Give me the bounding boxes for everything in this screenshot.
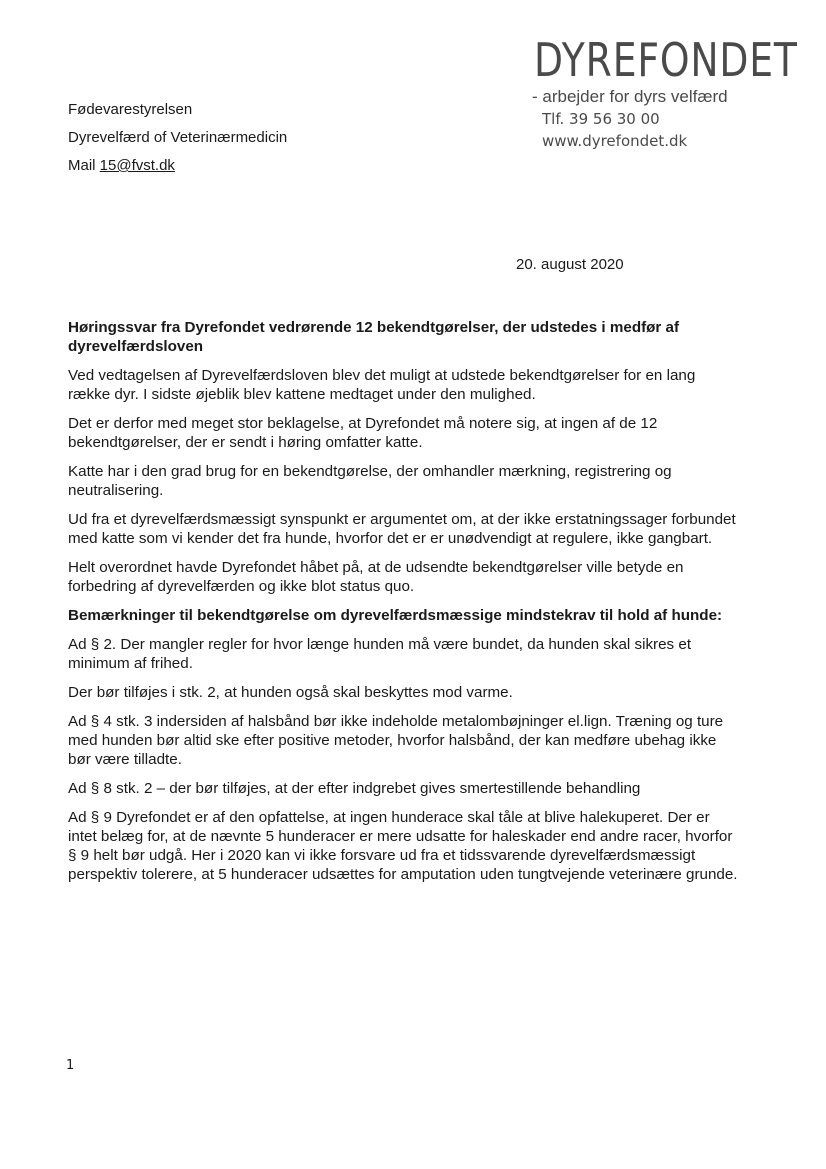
letterhead-website: www.dyrefondet.dk	[542, 132, 688, 150]
letterhead-phone: Tlf. 39 56 30 00	[542, 110, 660, 128]
recipient-address	[68, 96, 287, 180]
remark-paragraph: Ad § 2. Der mangler regler for hvor længe hunden må være bundet, da hunden skal sikres et minimum af frihed.	[68, 636, 692, 672]
paragraph: Katte har i den grad brug for en bekendtgørelse, der omhandler mærkning, registrering og neutralisering.	[68, 463, 672, 499]
dyrefondet-logo: DYREFONDET	[534, 33, 798, 87]
remark-paragraph: Der bør tilføjes i stk. 2, at hunden også skal beskyttes mod varme.	[68, 684, 513, 701]
remark-paragraph: Ad § 8 stk. 2 – der bør tilføjes, at der efter indgrebet gives smertestillende behandling	[68, 780, 641, 797]
paragraph: Ud fra et dyrevelfærdsmæssigt synspunkt er argumentet om, at der ikke erstatningssager forbundet med katte som vi kender det fra hunde, hvorfor det er er unødvendigt at regulere, ikke gangbart.	[68, 511, 736, 547]
page-number: 1	[66, 1058, 75, 1073]
mail-label: Mail	[68, 157, 100, 174]
paragraph: Ved vedtagelsen af Dyrevelfærdsloven blev det muligt at udstede bekendtgørelser for en lang række dyr. I sidste øjeblik blev kattene medtaget under den mulighed.	[68, 367, 696, 403]
remark-paragraph: Ad § 9 Dyrefondet er af den opfattelse, at ingen hunderace skal tåle at blive halekuperet. Der er intet belæg for, at de nævnte 5 hunderacer er mere udsatte for haleskader end andre racer, hvorfor § 9 helt bør udgå. Her i 2020 kan vi ikke forsvare ud fra et tidssvarende dyrevelfærdsmæssigt perspektiv tolerere, at 5 hunderacer udsættes for amputation uden tungtvejende veterinære grunde.	[68, 809, 738, 883]
recipient-mail	[68, 152, 287, 180]
recipient-department: Dyrevelfærd of Veterinærmedicin	[68, 129, 288, 146]
paragraph: Helt overordnet havde Dyrefondet håbet på, at de udsendte bekendtgørelser ville betyde en forbedring af dyrevelfærden og ikke blot status quo.	[68, 559, 684, 595]
recipient-name: Fødevarestyrelsen	[68, 101, 193, 118]
letter-body	[68, 318, 738, 894]
remarks-heading: Bemærkninger til bekendtgørelse om dyrevelfærdsmæssige mindstekrav til hold af hunde:	[68, 607, 723, 624]
letter-date: 20. august 2020	[516, 256, 624, 273]
letterhead	[532, 33, 798, 152]
letter-heading: Høringssvar fra Dyrefondet vedrørende 12 bekendtgørelser, der udstedes i medfør af dyrevelfærdsloven	[68, 319, 680, 355]
paragraph: Det er derfor med meget stor beklagelse, at Dyrefondet må notere sig, at ingen af de 12 bekendtgørelser, der er sendt i høring omfatter katte.	[68, 415, 658, 451]
letterhead-tagline: - arbejder for dyrs velfærd	[532, 87, 728, 106]
mail-link[interactable]: 15@fvst.dk	[99, 157, 175, 174]
remark-paragraph: Ad § 4 stk. 3 indersiden af halsbånd bør ikke indeholde metalombøjninger el.lign. Træning og ture med hunden bør altid ske efter positive metoder, hvorfor halsbånd, der kan medføre ubehag ikke bør være tilladte.	[68, 713, 724, 768]
